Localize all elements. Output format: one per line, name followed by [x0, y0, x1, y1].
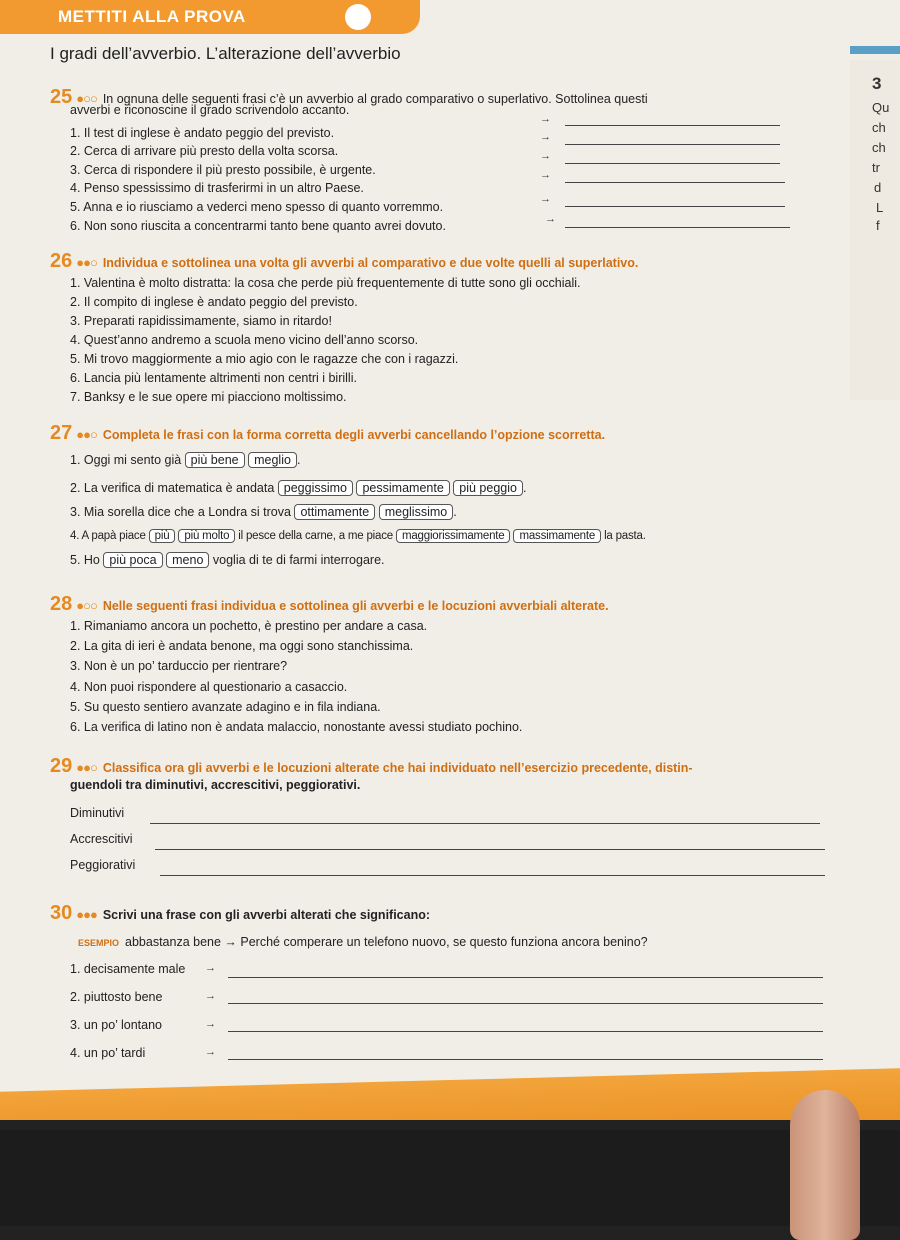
- list-item: 3. Cerca di rispondere il più presto possibile, è urgente.: [70, 163, 376, 177]
- option-box[interactable]: meglio: [248, 452, 297, 468]
- exercise-instruction: Scrivi una frase con gli avverbi alterati che significano:: [102, 908, 431, 922]
- option-box[interactable]: pessimamente: [356, 480, 449, 496]
- option-box[interactable]: massimamente: [513, 529, 601, 543]
- option-box[interactable]: più molto: [178, 529, 235, 543]
- exercise-instruction: Classifica ora gli avverbi e le locuzioni alterate che hai individuato nell’esercizio precedente, distin-: [102, 761, 693, 775]
- option-box[interactable]: più: [149, 529, 176, 543]
- option-box[interactable]: peggissimo: [278, 480, 353, 496]
- arrow-icon: →: [205, 990, 216, 1002]
- exercise-number: 30: [50, 902, 73, 924]
- difficulty-dots: ●●○: [76, 255, 97, 270]
- answer-line[interactable]: [228, 1002, 823, 1004]
- option-box[interactable]: maggiorissimamente: [396, 529, 511, 543]
- example-text: abbastanza bene → Perché comperare un telefono nuovo, se questo funziona ancora benino?: [125, 935, 648, 949]
- arrow-icon: →: [540, 131, 551, 143]
- list-item: 1. decisamente male: [70, 962, 186, 976]
- arrow-icon: →: [540, 113, 551, 125]
- next-page-text: Qu: [872, 100, 890, 115]
- answer-line[interactable]: [565, 181, 785, 183]
- option-box[interactable]: più bene: [185, 452, 245, 468]
- exercise-number: 29: [50, 755, 73, 777]
- option-box[interactable]: meno: [166, 552, 209, 568]
- list-item: 2. La gita di ieri è andata benone, ma oggi sono stanchissima.: [70, 639, 414, 653]
- list-item: 2. piuttosto bene: [70, 990, 163, 1004]
- side-accent: [850, 46, 900, 54]
- answer-line[interactable]: [565, 124, 780, 126]
- section-title: METTITI ALLA PROVA: [58, 7, 246, 26]
- answer-line[interactable]: [155, 848, 825, 850]
- next-page-text: ch: [872, 120, 886, 135]
- next-page-text: f: [876, 218, 880, 233]
- exercise-instruction: avverbi e riconoscine il grado scrivendolo accanto.: [70, 103, 350, 117]
- difficulty-dots: ●●○: [76, 760, 97, 775]
- option-box[interactable]: meglissimo: [379, 504, 454, 520]
- fill-sentence: 3. Mia sorella dice che a Londra si trova ottimamente meglissimo .: [70, 505, 457, 519]
- arrow-icon: →: [540, 150, 551, 162]
- thumb: [790, 1090, 860, 1240]
- difficulty-dots: ●○○: [76, 598, 97, 613]
- difficulty-dots: ●●○: [76, 427, 97, 442]
- list-item: 4. Penso spessissimo di trasferirmi in un altro Paese.: [70, 181, 364, 195]
- fill-sentence: 2. La verifica di matematica è andata peggissimo pessimamente più peggio .: [70, 481, 527, 495]
- exercise-instruction: Completa le frasi con la forma corretta degli avverbi cancellando l’opzione scorretta.: [102, 428, 606, 442]
- next-page-number: 3: [872, 74, 882, 93]
- exercise-number: 27: [50, 422, 73, 444]
- list-item: 4. Non puoi rispondere al questionario a casaccio.: [70, 680, 348, 694]
- category-label: Diminutivi: [70, 806, 125, 820]
- exercise-27-heading: [50, 422, 605, 445]
- list-item: 1. Il test di inglese è andato peggio del previsto.: [70, 126, 335, 140]
- exercise-instruction: Individua e sottolinea una volta gli avverbi al comparativo e due volte quelli al superlativo.: [102, 256, 639, 270]
- answer-line[interactable]: [150, 822, 820, 824]
- answer-line[interactable]: [160, 874, 825, 876]
- arrow-icon: →: [540, 193, 551, 205]
- header-dot: [345, 4, 371, 30]
- list-item: 1. Valentina è molto distratta: la cosa che perde più frequentemente di tutte sono gli occhiali.: [70, 276, 581, 290]
- table-surface: [0, 1130, 900, 1226]
- list-item: 6. Lancia più lentamente altrimenti non centri i birilli.: [70, 371, 357, 385]
- fill-sentence: 5. Ho più poca meno voglia di te di farmi interrogare.: [70, 553, 385, 567]
- section-header: [0, 0, 420, 34]
- arrow-icon: →: [205, 962, 216, 974]
- list-item: 2. Il compito di inglese è andato peggio del previsto.: [70, 295, 358, 309]
- option-box[interactable]: più peggio: [453, 480, 523, 496]
- answer-line[interactable]: [565, 143, 780, 145]
- answer-line[interactable]: [228, 1030, 823, 1032]
- list-item: 3. un po’ lontano: [70, 1018, 162, 1032]
- exercise-instruction: guendoli tra diminutivi, accrescitivi, peggiorativi.: [70, 778, 361, 792]
- category-label: Accrescitivi: [70, 832, 133, 846]
- next-page-text: tr: [872, 160, 880, 175]
- exercise-29-heading: [50, 755, 693, 778]
- answer-line[interactable]: [565, 205, 785, 207]
- list-item: 4. un po’ tardi: [70, 1046, 146, 1060]
- exercise-instruction: In ognuna delle seguenti frasi c’è un avverbio al grado comparativo o superlativo. Sottolinea questi: [102, 92, 648, 106]
- exercise-28-heading: [50, 593, 609, 616]
- arrow-icon: →: [545, 213, 556, 225]
- list-item: 3. Non è un po’ tarduccio per rientrare?: [70, 659, 288, 673]
- exercise-26-heading: [50, 250, 638, 273]
- page-subtitle: I gradi dell’avverbio. L’alterazione dell’avverbio: [50, 44, 401, 63]
- answer-line[interactable]: [565, 226, 790, 228]
- next-page-text: ch: [872, 140, 886, 155]
- arrow-icon: →: [205, 1018, 216, 1030]
- exercise-number: 26: [50, 250, 73, 272]
- list-item: 2. Cerca di arrivare più presto della volta scorsa.: [70, 144, 339, 158]
- next-page-edge: [850, 60, 900, 400]
- difficulty-dots: ●○○: [76, 91, 97, 106]
- list-item: 6. Non sono riuscita a concentrarmi tanto bene quanto avrei dovuto.: [70, 219, 446, 233]
- next-page-text: d: [874, 180, 882, 195]
- example-label: ESEMPIO: [78, 938, 120, 948]
- list-item: 5. Su questo sentiero avanzate adagino e in fila indiana.: [70, 700, 381, 714]
- option-box[interactable]: ottimamente: [294, 504, 375, 520]
- list-item: 1. Rimaniamo ancora un pochetto, è prestino per andare a casa.: [70, 619, 428, 633]
- option-box[interactable]: più poca: [103, 552, 162, 568]
- answer-line[interactable]: [228, 976, 823, 978]
- arrow-icon: →: [540, 169, 551, 181]
- answer-line[interactable]: [228, 1058, 823, 1060]
- example: [78, 935, 648, 949]
- fill-sentence: 1. Oggi mi sento già più bene meglio .: [70, 453, 301, 467]
- list-item: 7. Banksy e le sue opere mi piacciono moltissimo.: [70, 390, 347, 404]
- next-page-text: L: [876, 200, 884, 215]
- fill-sentence: 4. A papà piace più più molto il pesce della carne, a me piace maggiorissimamente massimamente la pasta.: [70, 530, 646, 542]
- list-item: 4. Quest’anno andremo a scuola meno vicino dell’anno scorso.: [70, 333, 419, 347]
- exercise-30-heading: [50, 902, 430, 925]
- exercise-number: 25: [50, 86, 73, 108]
- exercise-number: 28: [50, 593, 73, 615]
- difficulty-dots: ●●●: [76, 907, 97, 922]
- list-item: 3. Preparati rapidissimamente, siamo in ritardo!: [70, 314, 332, 328]
- page-footer-band: [0, 1068, 900, 1120]
- arrow-icon: →: [205, 1046, 216, 1058]
- list-item: 5. Mi trovo maggiormente a mio agio con le ragazze che con i ragazzi.: [70, 352, 459, 366]
- answer-line[interactable]: [565, 162, 780, 164]
- exercise-instruction: Nelle seguenti frasi individua e sottolinea gli avverbi e le locuzioni avverbiali alterate.: [102, 599, 609, 613]
- list-item: 6. La verifica di latino non è andata malaccio, nonostante avessi studiato pochino.: [70, 720, 523, 734]
- category-label: Peggiorativi: [70, 858, 136, 872]
- list-item: 5. Anna e io riusciamo a vederci meno spesso di quanto vorremmo.: [70, 200, 444, 214]
